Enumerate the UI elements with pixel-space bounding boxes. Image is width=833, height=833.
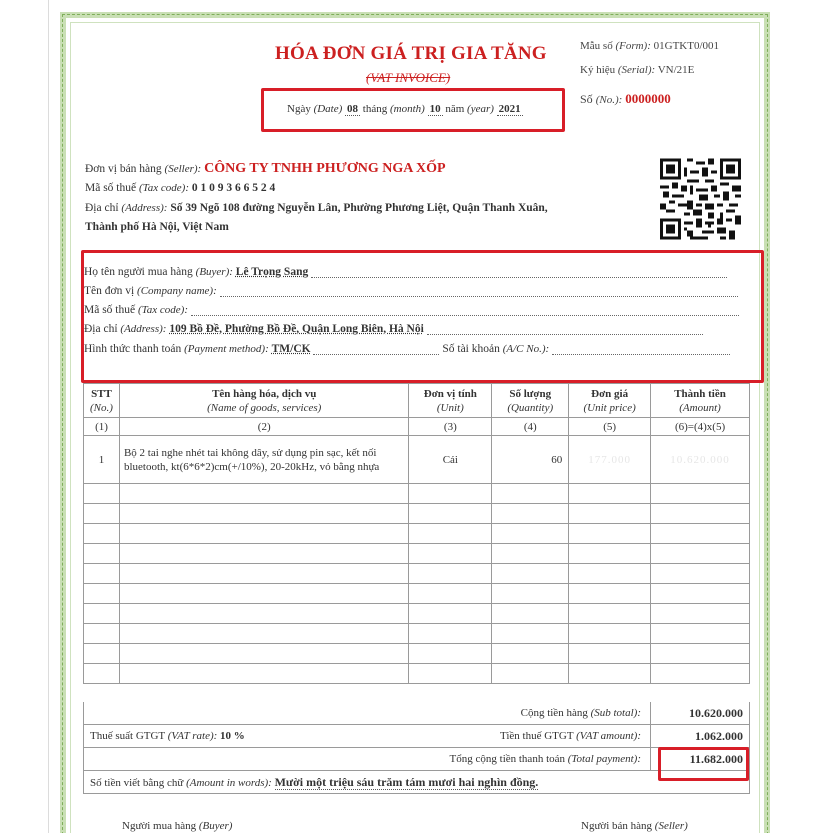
buyer-highlight-box xyxy=(81,250,764,383)
payment-label: Hình thức thanh toán xyxy=(84,343,182,355)
date-month: 10 xyxy=(429,103,441,115)
date-day-label: Ngày xyxy=(287,103,311,115)
date-month-label-en: (month) xyxy=(390,103,425,115)
header-unit xyxy=(409,384,492,418)
vat-rate: 10 % xyxy=(220,730,245,742)
header-no xyxy=(84,384,120,418)
seller-name-row xyxy=(85,161,446,177)
empty-row xyxy=(84,644,750,664)
seller-tax-code: 0 1 0 9 3 6 6 5 2 4 xyxy=(191,182,276,194)
form-label: Mẫu số xyxy=(580,40,613,52)
buyer-signature-label xyxy=(122,820,232,832)
total-label: Tổng cộng tiền thanh toán xyxy=(449,753,566,765)
item-no: 1 xyxy=(84,436,120,484)
index-cell: (6)=(4)x(5) xyxy=(651,418,750,436)
date-day-label-en: (Date) xyxy=(313,103,343,115)
items-table xyxy=(83,383,750,684)
date-month-label: tháng xyxy=(362,103,388,115)
seller-name-label: Đơn vị bán hàng xyxy=(85,163,162,175)
empty-row xyxy=(84,484,750,504)
amount-in-words: Mười một triệu sáu trăm tám mươi hai nghìn đồng. xyxy=(274,775,539,789)
total-highlight-box xyxy=(658,747,749,781)
buyer-tax-label: Mã số thuế xyxy=(84,304,136,316)
header-unit-en: (Unit) xyxy=(436,401,464,414)
form-value: 01GTKT0/001 xyxy=(653,40,720,52)
serial-value: VN/21E xyxy=(657,64,695,76)
date-year: 2021 xyxy=(498,103,521,115)
seller-name: CÔNG TY TNHH PHƯƠNG NGA XỐP xyxy=(204,161,446,176)
index-cell: (2) xyxy=(119,418,408,436)
vat-row xyxy=(83,725,750,748)
total-label-en: (Total payment): xyxy=(567,753,641,765)
invoice-title: HÓA ĐƠN GIÁ TRỊ GIA TĂNG xyxy=(275,43,547,64)
buyer-address-label-en: (Address): xyxy=(120,323,167,335)
empty-row xyxy=(84,624,750,644)
words-label: Số tiền viết bằng chữ xyxy=(90,777,184,789)
buyer-address: 109 Bồ Đề, Phường Bồ Đề, Quận Long Biên, Hà Nội xyxy=(169,323,424,335)
total-row xyxy=(83,748,750,771)
payment-method: TM/CK xyxy=(271,343,311,355)
buyer-name: Lê Trọng Sang xyxy=(235,266,309,278)
item-unit: Cái xyxy=(409,436,492,484)
header-amount-en: (Amount) xyxy=(679,401,721,414)
seller-name-label-en: (Seller): xyxy=(164,163,202,175)
seller-tax-label-en: (Tax code): xyxy=(138,182,189,194)
index-cell: (1) xyxy=(84,418,120,436)
invoice-number xyxy=(580,91,671,107)
header-quantity xyxy=(492,384,569,418)
header-unit-price xyxy=(569,384,651,418)
form-label-en: (Form): xyxy=(615,40,651,52)
number-label-en: (No.): xyxy=(595,94,623,106)
vat-amount-label-en: (VAT amount): xyxy=(576,730,641,742)
index-cell: (3) xyxy=(409,418,492,436)
table-row xyxy=(84,436,750,484)
seller-address-line2: Thành phố Hà Nội, Việt Nam xyxy=(85,221,229,233)
words-group xyxy=(90,771,538,794)
header-amount xyxy=(651,384,750,418)
empty-row xyxy=(84,584,750,604)
vat-amount-value: 1.062.000 xyxy=(650,725,749,747)
header-name-vi: Tên hàng hóa, dịch vụ xyxy=(212,387,317,400)
number-value: 0000000 xyxy=(625,91,671,106)
viewer-margin-line xyxy=(48,0,49,833)
total-label-group xyxy=(450,748,641,770)
empty-row xyxy=(84,544,750,564)
empty-row xyxy=(84,664,750,684)
table-index-row xyxy=(84,418,750,436)
header-quantity-vi: Số lượng xyxy=(509,387,552,400)
header-unit-price-en: (Unit price) xyxy=(583,401,636,414)
date-day: 08 xyxy=(347,103,359,115)
header-amount-vi: Thành tiền xyxy=(674,387,726,400)
item-quantity: 60 xyxy=(492,436,569,484)
form-number xyxy=(580,40,719,52)
seller-signature-label xyxy=(581,820,688,832)
header-name-en: (Name of goods, services) xyxy=(207,401,322,414)
header-no-vi: STT xyxy=(91,387,112,400)
buyer-sign-label: Người mua hàng xyxy=(122,820,197,832)
number-label: Số xyxy=(580,92,593,106)
subtotal-label: Cộng tiền hàng xyxy=(520,707,588,719)
empty-row xyxy=(84,604,750,624)
header-quantity-en: (Quantity) xyxy=(507,401,554,414)
buyer-company-label: Tên đơn vị xyxy=(84,285,135,297)
seller-tax-label: Mã số thuế xyxy=(85,182,137,194)
seller-tax-row xyxy=(85,182,275,194)
buyer-address-label: Địa chỉ xyxy=(84,323,118,335)
serial-number xyxy=(580,64,694,76)
serial-label: Ký hiệu xyxy=(580,64,616,76)
index-cell: (4) xyxy=(492,418,569,436)
item-amount: 10.620.000 xyxy=(651,436,750,484)
amount-in-words-row xyxy=(83,771,750,794)
item-unit-price: 177.000 xyxy=(569,436,651,484)
item-name: Bộ 2 tai nghe nhét tai không dây, sử dụng pin sạc, kết nối bluetooth, kt(6*6*2)cm(+/10%), 20-20kHz, vỏ bằng nhựa xyxy=(119,436,408,484)
vat-rate-group xyxy=(90,725,245,747)
qr-code-icon xyxy=(660,158,741,240)
subtotal-label-group xyxy=(521,702,641,724)
account-label: Số tài khoản xyxy=(442,343,500,355)
empty-row xyxy=(84,564,750,584)
subtotal-label-en: (Sub total): xyxy=(590,707,641,719)
buyer-company-label-en: (Company name): xyxy=(137,285,217,297)
serial-label-en: (Serial): xyxy=(617,64,656,76)
header-no-en: (No.) xyxy=(90,401,113,414)
table-header-row xyxy=(84,384,750,418)
vat-amount-label-group xyxy=(500,725,641,747)
header-unit-vi: Đơn vị tính xyxy=(423,387,477,400)
date-year-label: năm xyxy=(445,103,465,115)
date-highlight-box xyxy=(261,88,565,132)
buyer-tax-label-en: (Tax code): xyxy=(137,304,188,316)
seller-address-label-en: (Address): xyxy=(121,202,168,214)
empty-row xyxy=(84,504,750,524)
seller-address-line1: Số 39 Ngõ 108 đường Nguyễn Lân, Phường Phương Liệt, Quận Thanh Xuân, xyxy=(170,202,548,214)
header-unit-price-vi: Đơn giá xyxy=(591,387,629,400)
date-year-label-en: (year) xyxy=(467,103,494,115)
empty-row xyxy=(84,524,750,544)
subtotal-row xyxy=(83,702,750,725)
subtotal-value: 10.620.000 xyxy=(650,702,749,724)
invoice-subtitle: (VAT INVOICE) xyxy=(366,70,451,85)
vat-amount-label: Tiền thuế GTGT xyxy=(500,730,574,742)
account-label-en: (A/C No.): xyxy=(502,343,550,355)
vat-rate-label-en: (VAT rate): xyxy=(167,730,218,742)
vat-rate-label: Thuế suất GTGT xyxy=(90,730,165,742)
seller-sign-label-en: (Seller) xyxy=(654,820,688,832)
seller-sign-label: Người bán hàng xyxy=(581,820,653,832)
words-label-en: (Amount in words): xyxy=(186,777,272,789)
header-name xyxy=(119,384,408,418)
payment-label-en: (Payment method): xyxy=(184,343,269,355)
buyer-name-label: Họ tên người mua hàng xyxy=(84,266,193,278)
index-cell: (5) xyxy=(569,418,651,436)
buyer-name-label-en: (Buyer): xyxy=(195,266,233,278)
total-value: 11.682.000 xyxy=(650,748,749,770)
seller-address-row xyxy=(85,202,548,214)
seller-address-label: Địa chỉ xyxy=(85,202,119,214)
buyer-sign-label-en: (Buyer) xyxy=(198,820,233,832)
